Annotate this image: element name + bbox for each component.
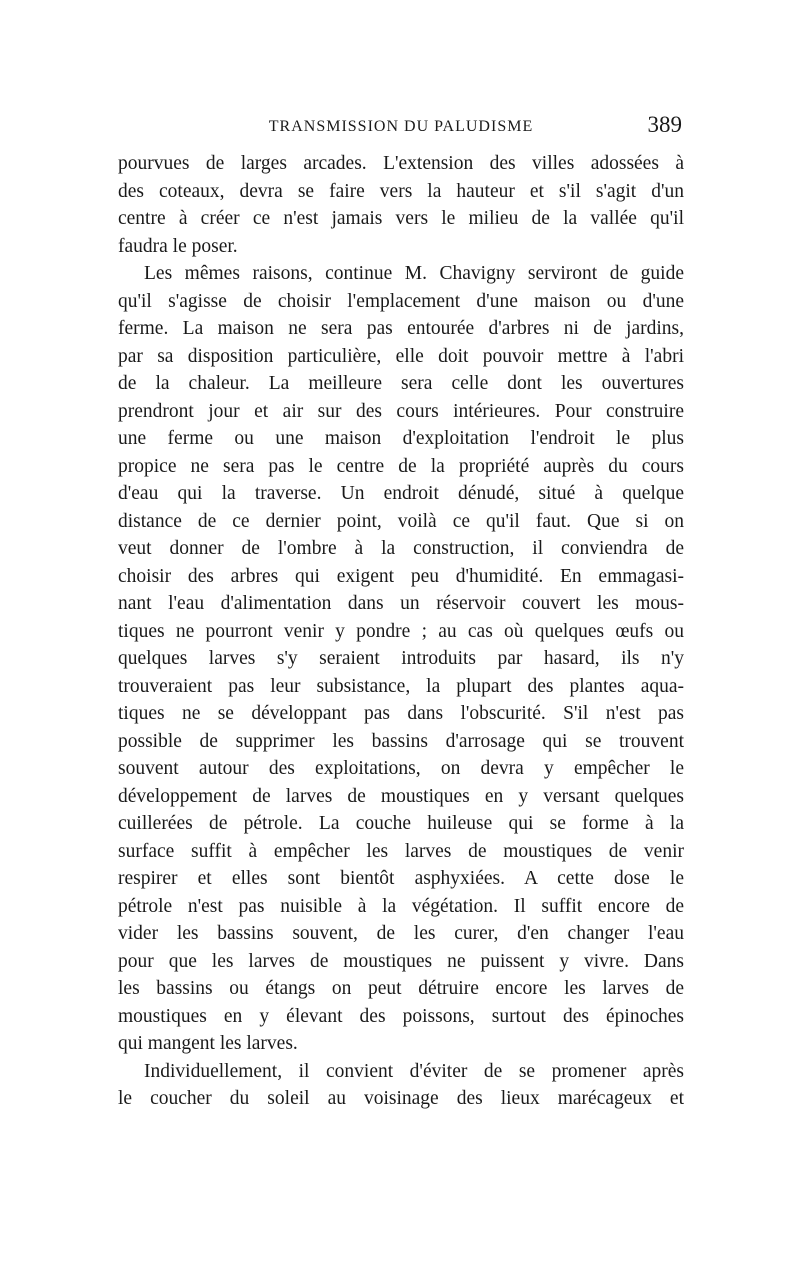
text-line: propice ne sera pas le centre de la propriété auprès du cours	[118, 455, 684, 477]
text-line: possible de supprimer les bassins d'arrosage qui se trouvent	[118, 730, 684, 752]
text-line: trouveraient pas leur subsistance, la plupart des plantes aqua-	[118, 675, 684, 697]
running-title: TRANSMISSION DU PALUDISME	[268, 118, 534, 135]
text-line: faudra le poser.	[118, 235, 238, 257]
body-text	[118, 150, 684, 1113]
text-line: souvent autour des exploitations, on devra y empêcher le	[118, 758, 684, 779]
text-line: centre à créer ce n'est jamais vers le milieu de la vallée qu'il	[118, 208, 684, 229]
text-line: une ferme ou une maison d'exploitation l'endroit le plus	[118, 428, 684, 449]
text-line: surface suffit à empêcher les larves de moustiques de venir	[118, 840, 684, 862]
text-line: respirer et elles sont bientôt asphyxiées. A cette dose le	[118, 868, 684, 889]
paragraph-1	[118, 150, 684, 260]
text-line: qu'il s'agisse de choisir l'emplacement d'une maison ou d'une	[118, 290, 684, 312]
text-line: pour que les larves de moustiques ne puissent y vivre. Dans	[118, 950, 684, 972]
text-line: Individuellement, il convient d'éviter de se promener après	[144, 1060, 684, 1082]
text-line: tiques ne se développant pas dans l'obscurité. S'il n'est pas	[118, 703, 684, 724]
page-number: 389	[647, 112, 682, 137]
paragraph-2	[118, 260, 684, 1058]
text-line: d'eau qui la traverse. Un endroit dénudé, situé à quelque	[118, 483, 684, 504]
text-line: pétrole n'est pas nuisible à la végétation. Il suffit encore de	[118, 895, 684, 917]
text-line: distance de ce dernier point, voilà ce qu'il faut. Que si on	[118, 510, 684, 532]
text-line: de la chaleur. La meilleure sera celle dont les ouvertures	[118, 373, 684, 394]
text-line: prendront jour et air sur des cours intérieures. Pour construire	[118, 400, 684, 422]
text-line: veut donner de l'ombre à la construction, il conviendra de	[118, 538, 684, 559]
text-line: qui mangent les larves.	[118, 1033, 298, 1054]
text-line: Les mêmes raisons, continue M. Chavigny serviront de guide	[144, 263, 684, 284]
text-line: nant l'eau d'alimentation dans un réservoir couvert les mous-	[118, 593, 684, 614]
text-line: des coteaux, devra se faire vers la hauteur et s'il s'agit d'un	[118, 180, 684, 202]
text-line: le coucher du soleil au voisinage des lieux marécageux et	[118, 1088, 684, 1109]
text-line: vider les bassins souvent, de les curer, d'en changer l'eau	[118, 923, 684, 944]
text-line: moustiques en y élevant des poissons, surtout des épinoches	[118, 1005, 684, 1027]
paragraph-3	[118, 1058, 684, 1113]
text-line: tiques ne pourront venir y pondre ; au cas où quelques œufs ou	[118, 620, 684, 642]
text-line: pourvues de larges arcades. L'extension des villes adossées à	[118, 153, 684, 174]
text-line: les bassins ou étangs on peut détruire encore les larves de	[118, 978, 684, 999]
text-line: quelques larves s'y seraient introduits par hasard, ils n'y	[118, 648, 684, 669]
running-head	[118, 112, 684, 142]
text-line: ferme. La maison ne sera pas entourée d'arbres ni de jardins,	[118, 318, 684, 339]
text-line: par sa disposition particulière, elle doit pouvoir mettre à l'abri	[118, 345, 684, 367]
text-line: cuillerées de pétrole. La couche huileuse qui se forme à la	[118, 813, 684, 834]
text-line: développement de larves de moustiques en y versant quelques	[118, 785, 684, 807]
text-line: choisir des arbres qui exigent peu d'humidité. En emmagasi-	[118, 565, 684, 587]
